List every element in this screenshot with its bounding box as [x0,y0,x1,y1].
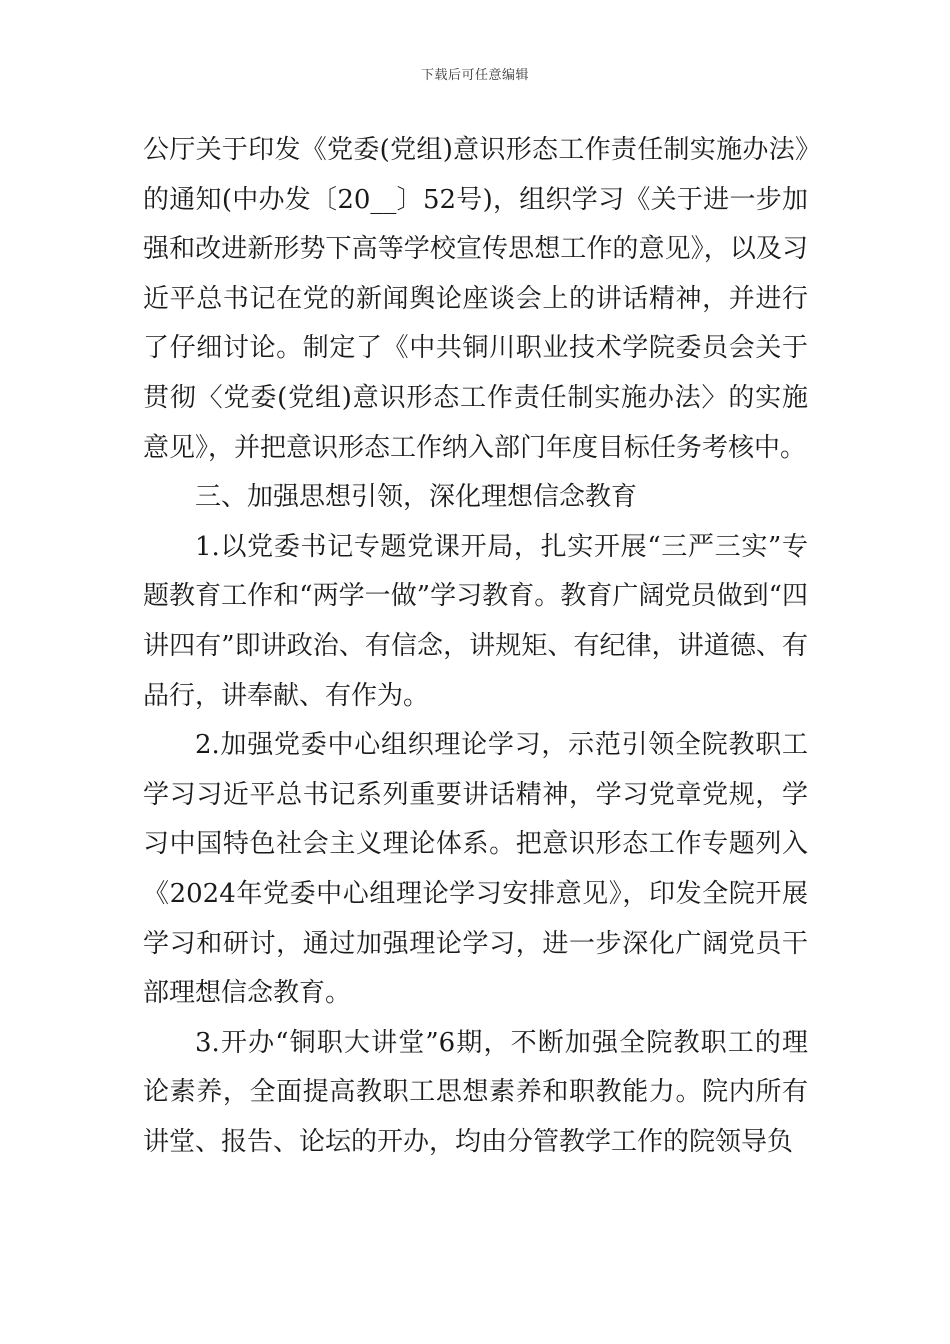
list-item-2: 2.加强党委中心组织理论学习，示范引领全院教职工学习习近平总书记系列重要讲话精神，学习党章党规，学习中国特色社会主义理论体系。把意识形态工作专题列入《2024年党委中心组理论学习安排意见》，印发全院开展学习和研讨，通过加强理论学习，进一步深化广阔党员干部理想信念教育。 [143,730,808,1009]
paragraph-continuation: 公厅关于印发《党委(党组)意识形态工作责任制实施办法》的通知(中办发〔20__〕52号)，组织学习《关于进一步加强和改进新形势下高等学校宣传思想工作的意见》，以及习近平总书记在党的新闻舆论座谈会上的讲话精神，并进行了仔细讨论。制定了《中共铜川职业技术学院委员会关于贯彻〈党委(党组)意识形态工作责任制实施办法〉的实施意见》，并把意识形态工作纳入部门年度目标任务考核中。 [143,135,808,463]
list-item-3: 3.开办“铜职大讲堂”6期，不断加强全院教职工的理论素养，全面提高教职工思想素养和职教能力。院内所有讲堂、报告、论坛的开办，均由分管教学工作的院领导负 [143,1027,808,1157]
list-item-1: 1.以党委书记专题党课开局，扎实开展“三严三实”专题教育工作和“两学一做”学习教育。教育广阔党员做到“四讲四有”即讲政治、有信念，讲规矩、有纪律，讲道德、有品行，讲奉献、有作为。 [143,531,808,711]
document-body [143,126,808,1167]
section-heading-3: 三、加强思想引领，深化理想信念教育 [195,482,638,513]
page-header-note: 下载后可任意编辑 [420,68,529,83]
